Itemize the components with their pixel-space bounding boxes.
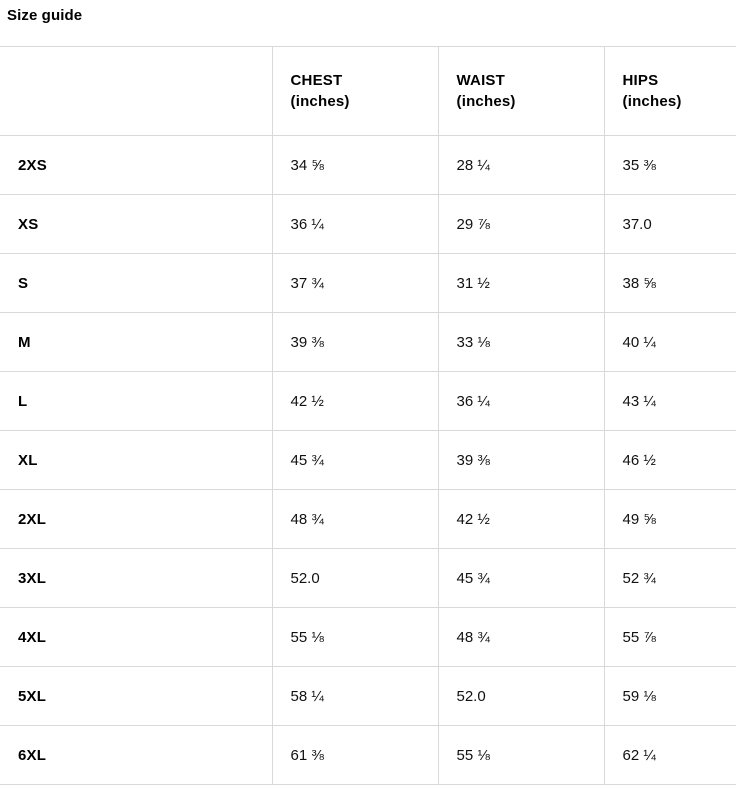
page-title: Size guide bbox=[7, 7, 736, 25]
cell-chest: 36 ¼ bbox=[272, 195, 438, 254]
table-row bbox=[0, 667, 736, 726]
column-header-chest-line2: (inches) bbox=[291, 91, 438, 112]
cell-hips: 35 ⅜ bbox=[604, 136, 736, 195]
cell-chest: 39 ⅜ bbox=[272, 313, 438, 372]
column-header-hips-line2: (inches) bbox=[623, 91, 736, 112]
row-label: XS bbox=[0, 195, 272, 254]
table-row bbox=[0, 490, 736, 549]
row-label: M bbox=[0, 313, 272, 372]
row-label: 6XL bbox=[0, 726, 272, 785]
cell-waist: 55 ⅛ bbox=[438, 726, 604, 785]
row-label: 4XL bbox=[0, 608, 272, 667]
cell-waist: 28 ¼ bbox=[438, 136, 604, 195]
cell-waist: 42 ½ bbox=[438, 490, 604, 549]
column-header-chest bbox=[272, 47, 438, 136]
cell-waist: 29 ⅞ bbox=[438, 195, 604, 254]
table-header bbox=[0, 47, 736, 136]
cell-waist: 39 ⅜ bbox=[438, 431, 604, 490]
table-body bbox=[0, 136, 736, 785]
cell-hips: 49 ⅝ bbox=[604, 490, 736, 549]
cell-chest: 48 ¾ bbox=[272, 490, 438, 549]
cell-chest: 52.0 bbox=[272, 549, 438, 608]
cell-waist: 36 ¼ bbox=[438, 372, 604, 431]
table-row bbox=[0, 254, 736, 313]
row-label: 2XL bbox=[0, 490, 272, 549]
cell-chest: 58 ¼ bbox=[272, 667, 438, 726]
cell-chest: 61 ⅜ bbox=[272, 726, 438, 785]
cell-chest: 34 ⅝ bbox=[272, 136, 438, 195]
cell-waist: 48 ¾ bbox=[438, 608, 604, 667]
column-header-hips bbox=[604, 47, 736, 136]
table-row bbox=[0, 431, 736, 490]
table-row bbox=[0, 313, 736, 372]
cell-chest: 37 ¾ bbox=[272, 254, 438, 313]
row-label: 3XL bbox=[0, 549, 272, 608]
size-guide-page bbox=[0, 7, 736, 785]
column-header-waist-line1: WAIST bbox=[457, 70, 604, 91]
row-label: XL bbox=[0, 431, 272, 490]
cell-chest: 45 ¾ bbox=[272, 431, 438, 490]
size-guide-table bbox=[0, 46, 736, 785]
cell-hips: 62 ¼ bbox=[604, 726, 736, 785]
cell-hips: 59 ⅛ bbox=[604, 667, 736, 726]
cell-hips: 40 ¼ bbox=[604, 313, 736, 372]
row-label: 2XS bbox=[0, 136, 272, 195]
row-label: S bbox=[0, 254, 272, 313]
cell-hips: 55 ⅞ bbox=[604, 608, 736, 667]
column-header-waist-line2: (inches) bbox=[457, 91, 604, 112]
cell-hips: 46 ½ bbox=[604, 431, 736, 490]
cell-hips: 52 ¾ bbox=[604, 549, 736, 608]
row-label: 5XL bbox=[0, 667, 272, 726]
cell-hips: 37.0 bbox=[604, 195, 736, 254]
table-header-row bbox=[0, 47, 736, 136]
row-label: L bbox=[0, 372, 272, 431]
cell-chest: 42 ½ bbox=[272, 372, 438, 431]
column-header-waist bbox=[438, 47, 604, 136]
cell-hips: 43 ¼ bbox=[604, 372, 736, 431]
cell-hips: 38 ⅝ bbox=[604, 254, 736, 313]
column-header-chest-line1: CHEST bbox=[291, 70, 438, 91]
table-corner-cell bbox=[0, 47, 272, 136]
cell-waist: 52.0 bbox=[438, 667, 604, 726]
cell-waist: 31 ½ bbox=[438, 254, 604, 313]
cell-chest: 55 ⅛ bbox=[272, 608, 438, 667]
table-row bbox=[0, 136, 736, 195]
table-row bbox=[0, 372, 736, 431]
cell-waist: 33 ⅛ bbox=[438, 313, 604, 372]
table-row bbox=[0, 549, 736, 608]
table-row bbox=[0, 726, 736, 785]
table-row bbox=[0, 195, 736, 254]
table-row bbox=[0, 608, 736, 667]
cell-waist: 45 ¾ bbox=[438, 549, 604, 608]
column-header-hips-line1: HIPS bbox=[623, 70, 736, 91]
